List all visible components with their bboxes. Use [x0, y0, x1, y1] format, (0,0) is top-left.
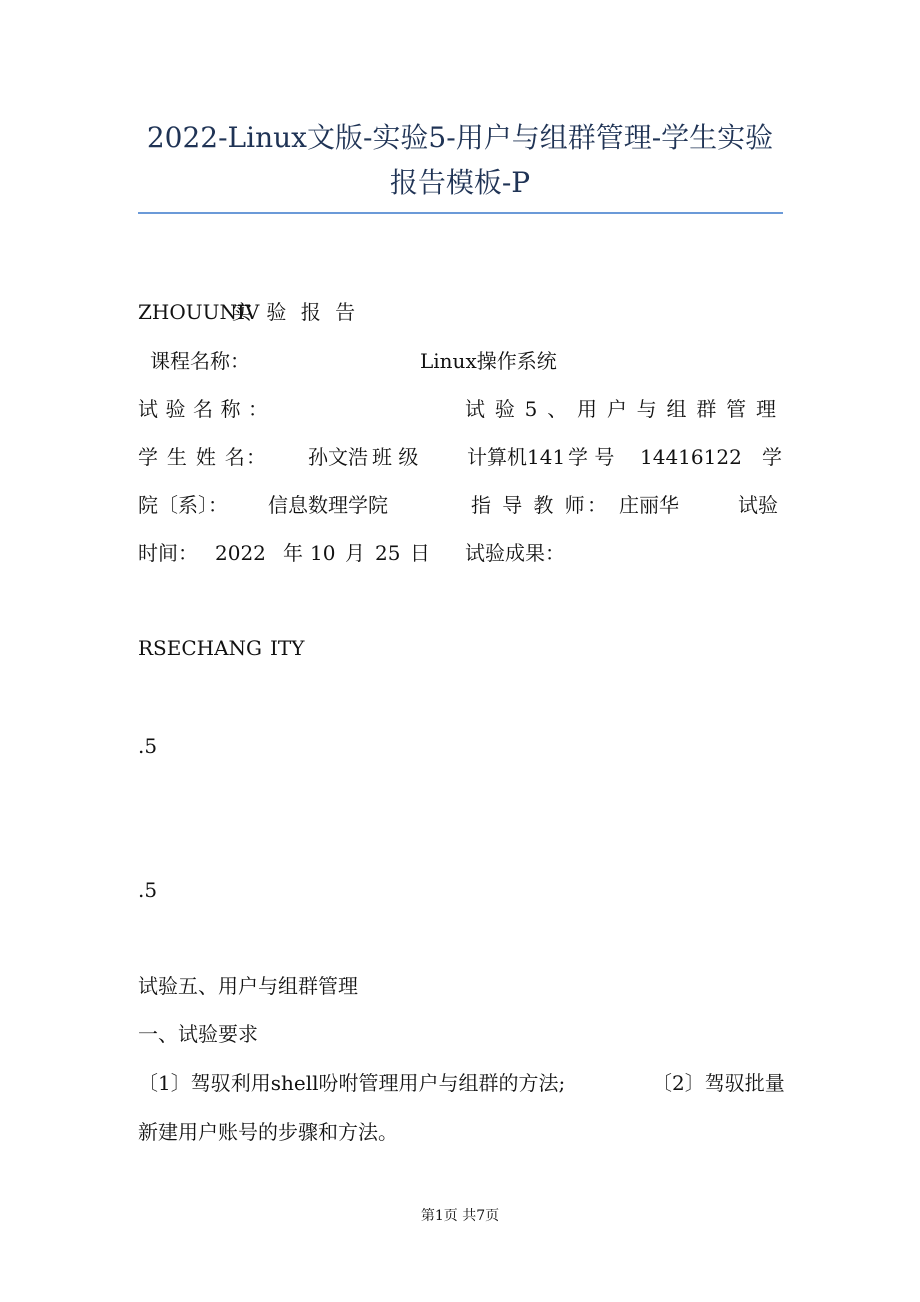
college-label: 院〔系〕：	[138, 493, 228, 517]
report-label: 实 验 报 告	[232, 300, 360, 324]
class-value: 计算机141	[467, 445, 566, 469]
student-name-label: 学 生 姓 名：	[138, 445, 266, 469]
student-id-label: 学 号	[568, 445, 615, 469]
stray-text-5a: .5	[138, 734, 158, 758]
student-name: 孙文浩	[308, 445, 368, 469]
day-unit: 日	[410, 541, 430, 565]
course-value: Linux操作系统	[420, 349, 557, 373]
student-id: 14416122	[640, 445, 742, 469]
class-label: 班 级	[372, 445, 419, 469]
month: 10	[310, 541, 336, 565]
requirement-1: 〔1〕驾驭利用shell吩咐管理用户与组群的方法;	[138, 1071, 566, 1095]
section-title: 试验五、用户与组群管理	[138, 974, 358, 998]
document-title-line1: 2022-Linux文版-实验5-用户与组群管理-学生实验	[146, 121, 774, 154]
college-value: 信息数理学院	[268, 493, 388, 517]
year-unit: 年	[283, 541, 303, 565]
requirement-2: 〔2〕驾驭批量	[652, 1071, 785, 1095]
stray-text-ity: ITY	[270, 636, 305, 660]
time-label: 时间：	[138, 541, 198, 565]
course-label: 课程名称：	[150, 349, 250, 373]
stray-text-rsechang: RSECHANG	[138, 636, 263, 660]
time-label-start: 试验	[738, 493, 778, 517]
title-divider	[138, 212, 783, 214]
page-footer: 第1页 共7页	[420, 1208, 500, 1224]
result-label: 试验成果：	[465, 541, 565, 565]
requirement-2-continued: 新建用户账号的步骤和方法。	[138, 1120, 398, 1144]
teacher-value: 庄丽华	[619, 493, 679, 517]
month-unit: 月	[345, 541, 365, 565]
day: 25	[375, 541, 401, 565]
year: 2022	[215, 541, 266, 565]
teacher-label: 指 导 教 师：	[471, 493, 607, 517]
university-name: ZHOUUNIV	[138, 300, 260, 324]
college-label-start: 学	[762, 445, 782, 469]
experiment-label: 试 验 名 称 ：	[138, 397, 268, 421]
document-title-line2: 报告模板-P	[389, 166, 531, 199]
section-subtitle: 一、试验要求	[138, 1022, 258, 1046]
experiment-value: 试验5、用户与组群管理	[465, 397, 782, 421]
stray-text-5b: .5	[138, 878, 158, 902]
